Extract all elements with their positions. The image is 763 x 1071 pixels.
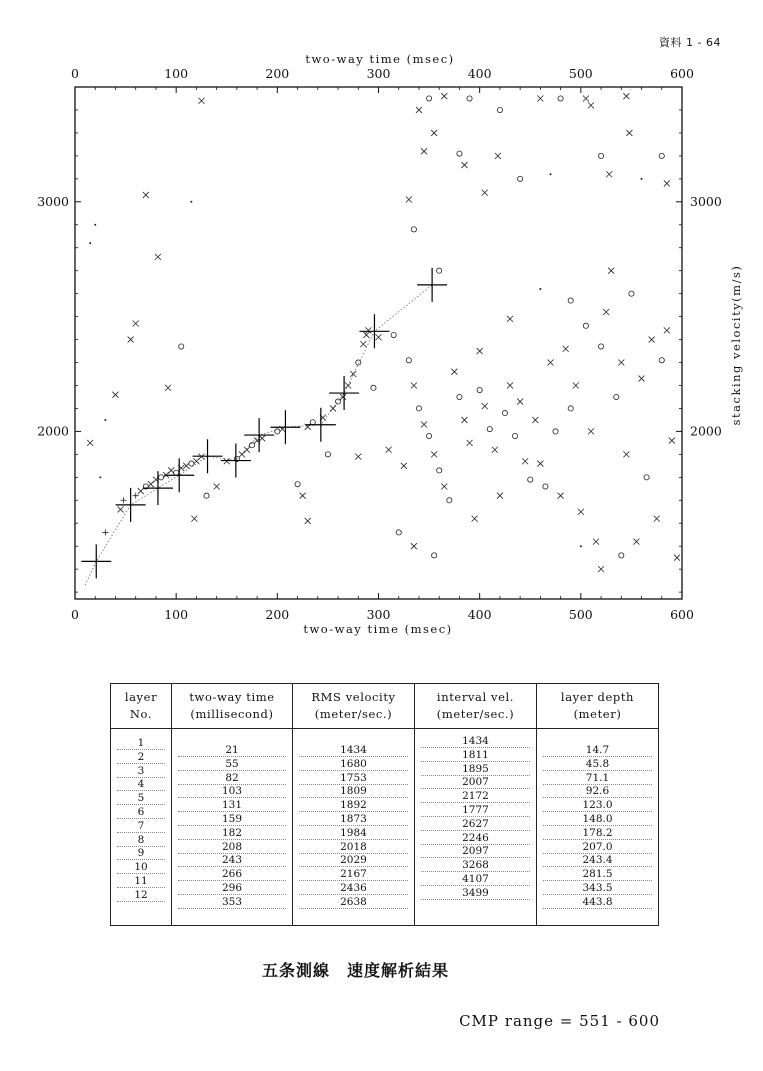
x-tick-label-top-5: 500 xyxy=(568,66,593,81)
semblance-point-137 xyxy=(669,438,675,444)
semblance-point-155 xyxy=(99,476,101,478)
semblance-point-82 xyxy=(641,178,643,180)
semblance-point-56 xyxy=(190,201,192,203)
semblance-point-50 xyxy=(325,452,330,457)
semblance-point-109 xyxy=(528,477,533,482)
rms-velocity-cell: 1809 xyxy=(299,785,408,798)
semblance-point-83 xyxy=(659,153,664,158)
semblance-point-98 xyxy=(472,516,478,522)
x-tick-label-top-0: 0 xyxy=(71,66,79,81)
layer-no-cell: 2 xyxy=(117,751,165,764)
interval-velocity-cell: 1777 xyxy=(421,804,530,817)
interval-velocity-cell: 2246 xyxy=(421,832,530,845)
velocity-pick-9 xyxy=(306,408,336,442)
plot-frame xyxy=(75,87,682,599)
layer-no-cell: 4 xyxy=(117,778,165,791)
interval-velocity-cell: 4107 xyxy=(421,873,530,886)
semblance-point-24 xyxy=(275,429,280,434)
x-tick-label-top-2: 200 xyxy=(265,66,290,81)
semblance-point-42 xyxy=(133,320,139,326)
semblance-point-57 xyxy=(198,98,204,104)
interval-velocity-cell: 2097 xyxy=(421,845,530,858)
x-tick-label-bottom-2: 200 xyxy=(265,607,290,622)
semblance-point-69 xyxy=(482,190,488,196)
interval-velocity-cell: 2172 xyxy=(421,790,530,803)
semblance-point-0 xyxy=(102,529,108,535)
semblance-point-4 xyxy=(138,488,144,494)
semblance-point-126 xyxy=(614,394,619,399)
two-way-time-cell: 159 xyxy=(178,813,286,826)
semblance-point-133 xyxy=(649,337,655,343)
x-tick-label-bottom-0: 0 xyxy=(71,607,79,622)
semblance-point-152 xyxy=(87,440,93,446)
semblance-point-91 xyxy=(437,468,442,473)
semblance-point-111 xyxy=(537,461,543,467)
semblance-point-130 xyxy=(633,539,639,545)
semblance-point-96 xyxy=(461,417,467,423)
semblance-point-55 xyxy=(155,254,161,260)
semblance-point-88 xyxy=(421,422,427,428)
velocity-pick-8 xyxy=(270,410,300,444)
semblance-point-104 xyxy=(502,410,507,415)
semblance-point-51 xyxy=(355,454,361,460)
semblance-point-99 xyxy=(477,387,482,392)
semblance-point-136 xyxy=(664,327,670,333)
two-way-time-cell: 266 xyxy=(178,868,286,881)
x-tick-label-bottom-3: 300 xyxy=(366,607,391,622)
velocity-pick-3 xyxy=(143,471,173,505)
page-reference: 資料 1 - 64 xyxy=(659,36,721,49)
semblance-point-108 xyxy=(522,458,528,464)
semblance-point-103 xyxy=(497,493,503,499)
x-tick-label-top-4: 400 xyxy=(467,66,492,81)
semblance-point-20 xyxy=(244,447,250,453)
semblance-point-29 xyxy=(330,405,336,411)
rms-velocity-cell: 2167 xyxy=(299,868,408,881)
semblance-point-124 xyxy=(603,309,609,315)
semblance-point-2 xyxy=(121,497,127,503)
header-two-way-time: two-way time (millisecond) xyxy=(172,684,293,729)
semblance-point-27 xyxy=(310,420,315,425)
semblance-point-128 xyxy=(623,451,629,457)
layer-no-cell: 7 xyxy=(117,820,165,833)
column-layer-depth xyxy=(537,729,659,926)
velocity-pick-4 xyxy=(164,458,194,492)
semblance-point-93 xyxy=(447,498,452,503)
semblance-point-77 xyxy=(588,102,594,108)
semblance-point-71 xyxy=(497,107,502,112)
semblance-point-95 xyxy=(457,394,462,399)
semblance-point-34 xyxy=(356,360,361,365)
layer-depth-cell: 45.8 xyxy=(543,758,652,771)
x-tick-label-top-6: 600 xyxy=(670,66,694,81)
semblance-point-139 xyxy=(598,566,604,572)
semblance-point-135 xyxy=(659,358,664,363)
layer-depth-cell: 71.1 xyxy=(543,772,652,785)
semblance-point-33 xyxy=(350,371,356,377)
semblance-point-89 xyxy=(426,433,431,438)
two-way-time-cell: 103 xyxy=(178,785,286,798)
column-layer-no xyxy=(111,729,172,926)
semblance-point-132 xyxy=(644,475,649,480)
two-way-time-cell: 82 xyxy=(178,772,286,785)
semblance-point-149 xyxy=(507,316,513,322)
semblance-point-101 xyxy=(487,426,492,431)
velocity-pick-12 xyxy=(417,268,447,302)
layer-depth-cell: 148.0 xyxy=(543,813,652,826)
semblance-point-66 xyxy=(457,151,462,156)
semblance-point-61 xyxy=(421,148,427,154)
semblance-point-140 xyxy=(619,553,624,558)
semblance-point-62 xyxy=(426,96,431,101)
velocity-pick-7 xyxy=(244,418,274,452)
x-tick-label-bottom-1: 100 xyxy=(164,607,189,622)
semblance-point-43 xyxy=(179,344,184,349)
semblance-point-1 xyxy=(118,506,124,512)
semblance-point-35 xyxy=(360,341,366,347)
header-layer-no: layer No. xyxy=(111,684,172,729)
x-axis-label-bottom: two-way time (msec) xyxy=(303,622,453,636)
layer-no-cell: 11 xyxy=(117,875,165,888)
interval-velocity-cell: 1434 xyxy=(421,735,530,748)
semblance-point-68 xyxy=(467,96,472,101)
layer-depth-cell: 243.4 xyxy=(543,854,652,867)
semblance-point-143 xyxy=(411,543,417,549)
semblance-point-106 xyxy=(512,433,517,438)
semblance-point-90 xyxy=(431,451,437,457)
semblance-point-70 xyxy=(495,153,501,159)
semblance-point-105 xyxy=(507,382,513,388)
layer-no-cell: 6 xyxy=(117,806,165,819)
semblance-point-113 xyxy=(547,360,553,366)
semblance-point-134 xyxy=(654,516,660,522)
layer-no-cell: 3 xyxy=(117,765,165,778)
semblance-point-73 xyxy=(537,95,543,101)
semblance-point-102 xyxy=(492,447,498,453)
semblance-point-39 xyxy=(376,334,382,340)
semblance-point-153 xyxy=(104,419,106,421)
semblance-point-84 xyxy=(664,180,670,186)
semblance-point-38 xyxy=(371,385,376,390)
y-tick-label-left-0: 2000 xyxy=(37,423,69,439)
semblance-point-63 xyxy=(431,130,437,136)
semblance-point-121 xyxy=(588,428,594,434)
velocity-pick-10 xyxy=(329,376,359,410)
semblance-point-30 xyxy=(335,399,340,404)
interval-velocity-cell: 2007 xyxy=(421,776,530,789)
two-way-time-cell: 55 xyxy=(178,758,286,771)
x-tick-label-bottom-4: 400 xyxy=(467,607,492,622)
semblance-point-115 xyxy=(558,493,564,499)
semblance-point-78 xyxy=(598,153,603,158)
semblance-point-110 xyxy=(532,417,538,423)
semblance-point-145 xyxy=(386,447,392,453)
layer-no-cell: 10 xyxy=(117,861,165,874)
y-tick-label-right-1: 3000 xyxy=(690,193,722,209)
table-header-row xyxy=(111,684,659,729)
semblance-point-107 xyxy=(517,399,523,405)
layer-depth-cell: 443.8 xyxy=(543,896,652,909)
x-tick-label-bottom-6: 600 xyxy=(670,607,694,622)
semblance-point-154 xyxy=(112,392,118,398)
rms-velocity-cell: 1892 xyxy=(299,799,408,812)
semblance-point-123 xyxy=(598,344,603,349)
layer-no-cell: 1 xyxy=(117,737,165,750)
layer-depth-cell: 178.2 xyxy=(543,827,652,840)
semblance-point-79 xyxy=(606,171,612,177)
semblance-point-74 xyxy=(549,173,551,175)
layer-depth-cell: 123.0 xyxy=(543,799,652,812)
semblance-point-8 xyxy=(158,475,163,480)
layer-results-table xyxy=(110,683,659,926)
layer-depth-cell: 281.5 xyxy=(543,868,652,881)
column-interval-velocity xyxy=(415,729,537,926)
layer-depth-cell: 92.6 xyxy=(543,785,652,798)
semblance-point-72 xyxy=(518,176,523,181)
semblance-point-23 xyxy=(259,435,265,441)
x-tick-label-bottom-5: 500 xyxy=(568,607,593,622)
semblance-point-122 xyxy=(593,539,599,545)
rms-velocity-cell: 2029 xyxy=(299,854,408,867)
semblance-point-142 xyxy=(432,553,437,558)
semblance-point-44 xyxy=(191,516,197,522)
interval-velocity-cell: 3499 xyxy=(421,887,530,900)
semblance-point-40 xyxy=(165,385,171,391)
semblance-point-14 xyxy=(189,461,194,466)
semblance-point-45 xyxy=(204,493,209,498)
semblance-point-147 xyxy=(391,332,396,337)
semblance-point-59 xyxy=(411,227,416,232)
semblance-point-80 xyxy=(623,93,629,99)
rms-velocity-cell: 1984 xyxy=(299,827,408,840)
velocity-pick-1 xyxy=(81,544,111,578)
semblance-point-85 xyxy=(406,358,411,363)
semblance-point-60 xyxy=(416,107,422,113)
semblance-point-125 xyxy=(608,268,614,274)
layer-depth-cell: 343.5 xyxy=(543,882,652,895)
semblance-point-49 xyxy=(305,518,311,524)
semblance-point-97 xyxy=(467,440,473,446)
semblance-point-144 xyxy=(396,530,401,535)
semblance-point-92 xyxy=(441,483,447,489)
semblance-point-41 xyxy=(128,337,134,343)
header-layer-depth: layer depth (meter) xyxy=(537,684,659,729)
semblance-point-54 xyxy=(143,192,149,198)
velocity-pick-5 xyxy=(193,439,223,473)
rms-velocity-cell: 1434 xyxy=(299,744,408,757)
rms-velocity-cell: 2018 xyxy=(299,841,408,854)
rms-velocity-cell: 1873 xyxy=(299,813,408,826)
rms-velocity-cell: 2638 xyxy=(299,896,408,909)
interval-velocity-cell: 1811 xyxy=(421,749,530,762)
rms-velocity-cell: 2436 xyxy=(299,882,408,895)
y-tick-label-right-0: 2000 xyxy=(690,423,722,439)
semblance-point-116 xyxy=(563,346,569,352)
semblance-point-65 xyxy=(441,93,447,99)
semblance-point-150 xyxy=(539,288,541,290)
semblance-point-67 xyxy=(461,162,467,168)
semblance-point-146 xyxy=(401,463,407,469)
semblance-point-32 xyxy=(345,382,351,388)
semblance-point-129 xyxy=(629,291,634,296)
semblance-point-46 xyxy=(214,483,220,489)
semblance-point-151 xyxy=(568,298,573,303)
table-body-row xyxy=(111,729,659,926)
semblance-point-53 xyxy=(89,242,91,244)
column-two-way-time xyxy=(172,729,293,926)
semblance-point-148 xyxy=(477,348,483,354)
semblance-point-138 xyxy=(674,555,680,561)
semblance-point-114 xyxy=(553,429,558,434)
semblance-point-120 xyxy=(583,323,588,328)
interval-velocity-cell: 2627 xyxy=(421,818,530,831)
layer-no-cell: 12 xyxy=(117,889,165,902)
semblance-point-141 xyxy=(580,545,582,547)
semblance-point-131 xyxy=(639,376,645,382)
x-tick-label-top-3: 300 xyxy=(366,66,391,81)
two-way-time-cell: 243 xyxy=(178,854,286,867)
rms-velocity-cell: 1680 xyxy=(299,758,408,771)
cmp-range-label: CMP range = 551 - 600 xyxy=(459,1012,660,1030)
semblance-point-86 xyxy=(411,382,417,388)
semblance-point-119 xyxy=(578,509,584,515)
layer-no-cell: 5 xyxy=(117,792,165,805)
interval-velocity-cell: 1895 xyxy=(421,763,530,776)
two-way-time-cell: 353 xyxy=(178,896,286,909)
layer-depth-cell: 207.0 xyxy=(543,841,652,854)
two-way-time-cell: 131 xyxy=(178,799,286,812)
semblance-point-64 xyxy=(437,268,442,273)
x-tick-label-top-1: 100 xyxy=(164,66,189,81)
two-way-time-cell: 21 xyxy=(178,744,286,757)
header-interval-velocity: interval vel. (meter/sec.) xyxy=(415,684,537,729)
two-way-time-cell: 296 xyxy=(178,882,286,895)
semblance-point-112 xyxy=(543,484,548,489)
semblance-point-81 xyxy=(626,130,632,136)
y-axis-label: stacking velocity(m/s) xyxy=(729,264,743,426)
semblance-point-58 xyxy=(406,197,412,203)
semblance-point-127 xyxy=(618,360,624,366)
semblance-point-76 xyxy=(583,95,589,101)
semblance-point-87 xyxy=(416,406,421,411)
semblance-point-118 xyxy=(573,382,579,388)
layer-no-cell: 8 xyxy=(117,834,165,847)
semblance-point-17 xyxy=(224,458,230,464)
x-axis-label-top: two-way time (msec) xyxy=(305,52,455,66)
y-tick-label-left-1: 3000 xyxy=(37,193,69,209)
column-rms-velocity xyxy=(293,729,415,926)
semblance-point-47 xyxy=(295,482,300,487)
layer-no-cell: 9 xyxy=(117,847,165,860)
semblance-point-117 xyxy=(568,406,573,411)
two-way-time-cell: 182 xyxy=(178,827,286,840)
semblance-point-11 xyxy=(174,470,179,475)
rms-velocity-cell: 1753 xyxy=(299,772,408,785)
velocity-pick-2 xyxy=(116,488,146,522)
two-way-time-cell: 208 xyxy=(178,841,286,854)
figure-caption: 五条測線 速度解析結果 xyxy=(261,961,449,980)
interval-velocity-cell: 3268 xyxy=(421,859,530,872)
semblance-point-75 xyxy=(558,96,563,101)
semblance-point-48 xyxy=(300,493,306,499)
header-rms-velocity: RMS velocity (meter/sec.) xyxy=(293,684,415,729)
semblance-point-52 xyxy=(94,224,96,226)
layer-depth-cell: 14.7 xyxy=(543,744,652,757)
semblance-point-100 xyxy=(482,403,488,409)
semblance-point-94 xyxy=(451,369,457,375)
